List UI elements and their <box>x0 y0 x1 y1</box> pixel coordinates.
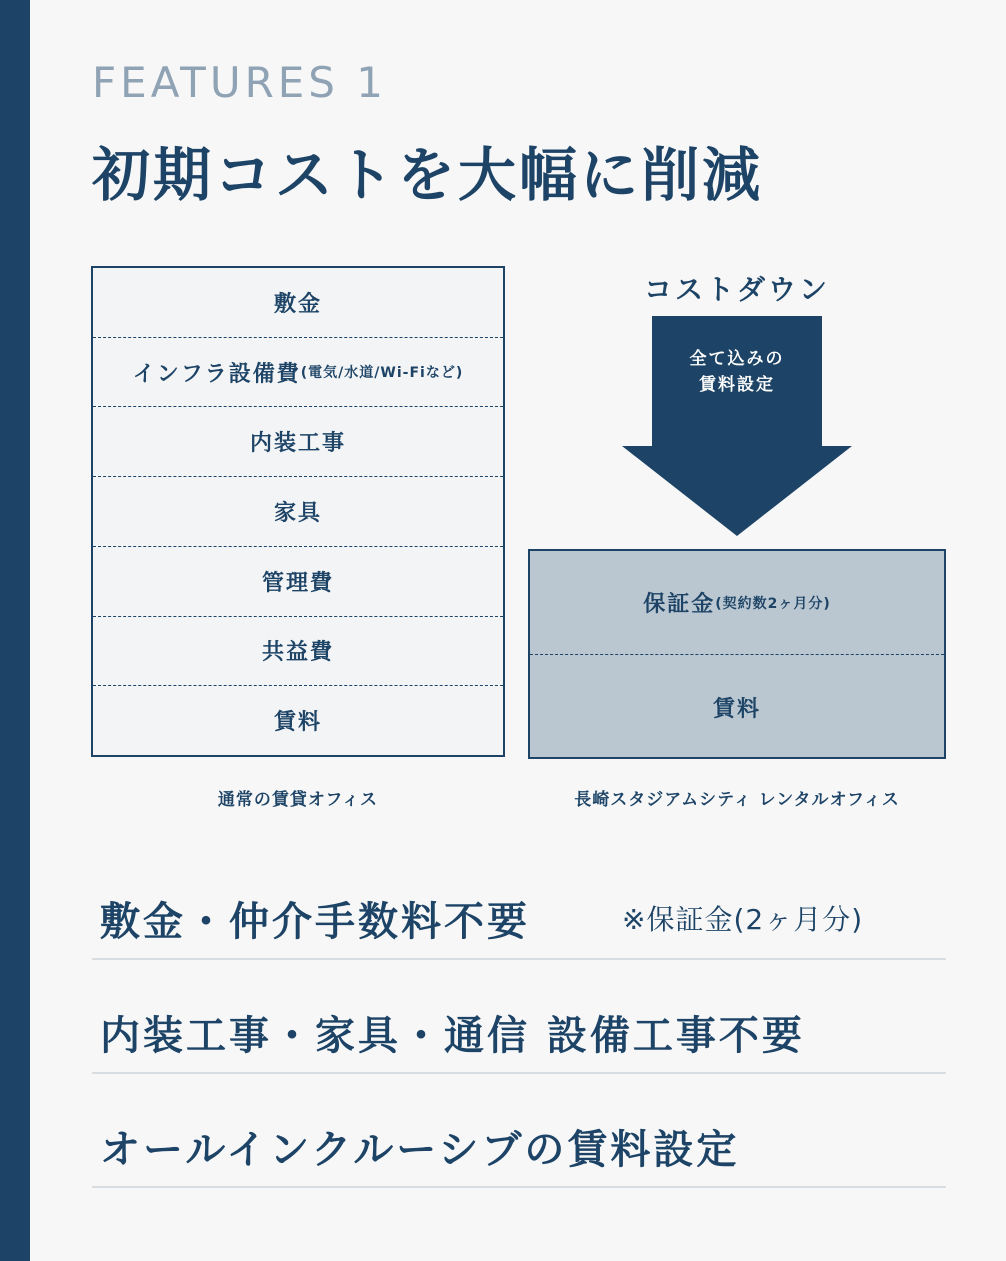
feature-item <box>92 860 946 960</box>
stadium-city-cost-table <box>528 549 946 759</box>
regular-office-cost-table <box>91 266 505 757</box>
cost-row-guarantee: 保証金 (契約数2ヶ月分) <box>530 551 944 655</box>
feature-note: ※保証金(2ヶ月分) <box>622 903 864 936</box>
cost-row-guarantee-note: (契約数2ヶ月分) <box>715 595 831 612</box>
cost-row-rent: 賃料 <box>273 710 322 736</box>
cost-row-rent-included: 賃料 <box>712 696 761 722</box>
arrow-caption <box>652 346 822 398</box>
cost-down-label: コストダウン <box>643 273 830 306</box>
cost-row-deposit: 敷金 <box>93 268 503 338</box>
section-eyebrow: FEATURES 1 <box>92 58 388 107</box>
feature-item <box>92 974 946 1074</box>
side-accent-bar <box>0 0 30 1261</box>
page-title: 初期コストを大幅に削減 <box>92 141 764 209</box>
cost-row-interior: 内装工事 <box>93 407 503 477</box>
arrow-caption-line1: 全て込みの <box>689 349 785 369</box>
cost-row-furniture: 家具 <box>93 477 503 547</box>
cost-row-management-fee: 管理費 <box>93 547 503 617</box>
regular-office-caption: 通常の賃貸オフィス <box>217 790 379 810</box>
feature-text: 内装工事・家具・通信 設備工事不要 <box>100 1013 805 1059</box>
feature-text: 敷金・仲介手数料不要 <box>100 899 530 945</box>
arrow-caption-line2: 賃料設定 <box>699 375 775 395</box>
cost-row-infrastructure: インフラ設備費 (電気/水道/Wi-Fiなど) <box>93 338 503 408</box>
stadium-office-caption: 長崎スタジアムシティ レンタルオフィス <box>574 790 900 810</box>
feature-item <box>92 1088 946 1188</box>
feature-text: オールインクルーシブの賃料設定 <box>100 1127 740 1173</box>
cost-row-infrastructure-note: (電気/水道/Wi-Fiなど) <box>300 365 464 382</box>
cost-row-common-fee: 共益費 <box>93 617 503 687</box>
